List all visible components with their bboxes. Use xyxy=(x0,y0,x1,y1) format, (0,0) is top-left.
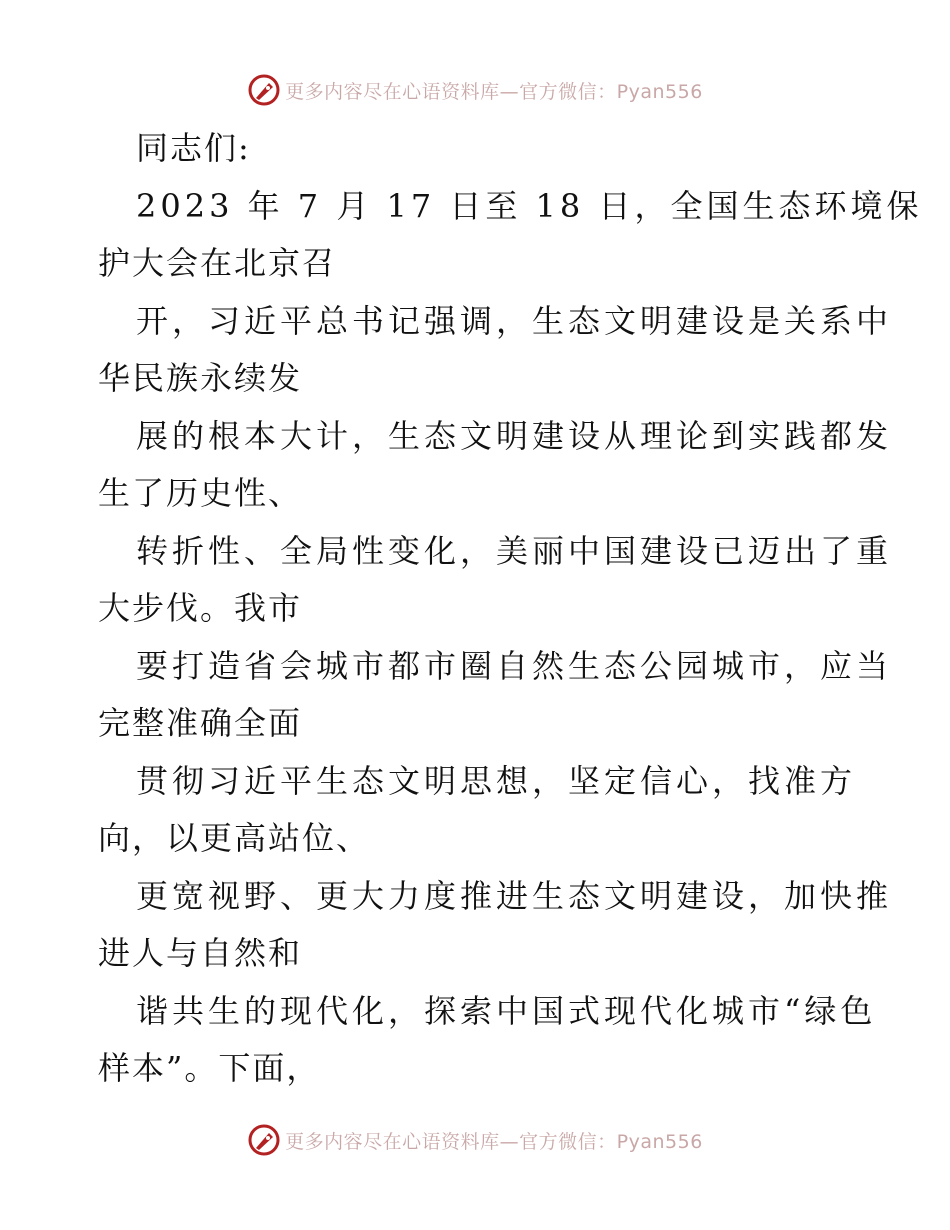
paragraph-line: 生了历史性、 xyxy=(98,474,303,512)
paragraph-line: 更宽视野、更大力度推进生态文明建设，加快推 xyxy=(136,876,893,915)
paragraph-line: 谐共生的现代化，探索中国式现代化城市“绿色 xyxy=(136,991,877,1030)
pen-nib-logo-icon xyxy=(247,1123,281,1157)
paragraph-line: 进人与自然和 xyxy=(98,934,303,972)
paragraph-line: 要打造省会城市都市圈自然生态公园城市，应当 xyxy=(136,646,893,685)
document-body xyxy=(98,120,923,1098)
paragraph-line: 贯彻习近平生态文明思想，坚定信心，找准方 xyxy=(136,761,857,800)
salutation: 同志们: xyxy=(136,129,251,167)
watermark-text: 更多内容尽在心语资料库—官方微信：Pyan556 xyxy=(285,80,703,103)
paragraph-line: 护大会在北京召 xyxy=(98,244,337,282)
paragraph-line: 华民族永续发 xyxy=(98,359,303,397)
header-watermark-banner xyxy=(0,70,950,110)
watermark-text: 更多内容尽在心语资料库—官方微信：Pyan556 xyxy=(285,1130,703,1153)
paragraph-line: 样本”。下面， xyxy=(98,1049,321,1087)
pen-nib-logo-icon xyxy=(247,73,281,107)
paragraph-line: 完整准确全面 xyxy=(98,704,303,742)
paragraph-line: 2023 年 7 月 17 日至 18 日，全国生态环境保 xyxy=(136,186,923,225)
paragraph-line: 大步伐。我市 xyxy=(98,589,303,627)
paragraph-line: 转折性、全局性变化，美丽中国建设已迈出了重 xyxy=(136,531,893,570)
paragraph-line: 向，以更高站位、 xyxy=(98,819,371,857)
paragraph-line: 开，习近平总书记强调，生态文明建设是关系中 xyxy=(136,301,893,340)
footer-watermark-banner xyxy=(0,1120,950,1160)
paragraph-line: 展的根本大计，生态文明建设从理论到实践都发 xyxy=(136,416,893,455)
